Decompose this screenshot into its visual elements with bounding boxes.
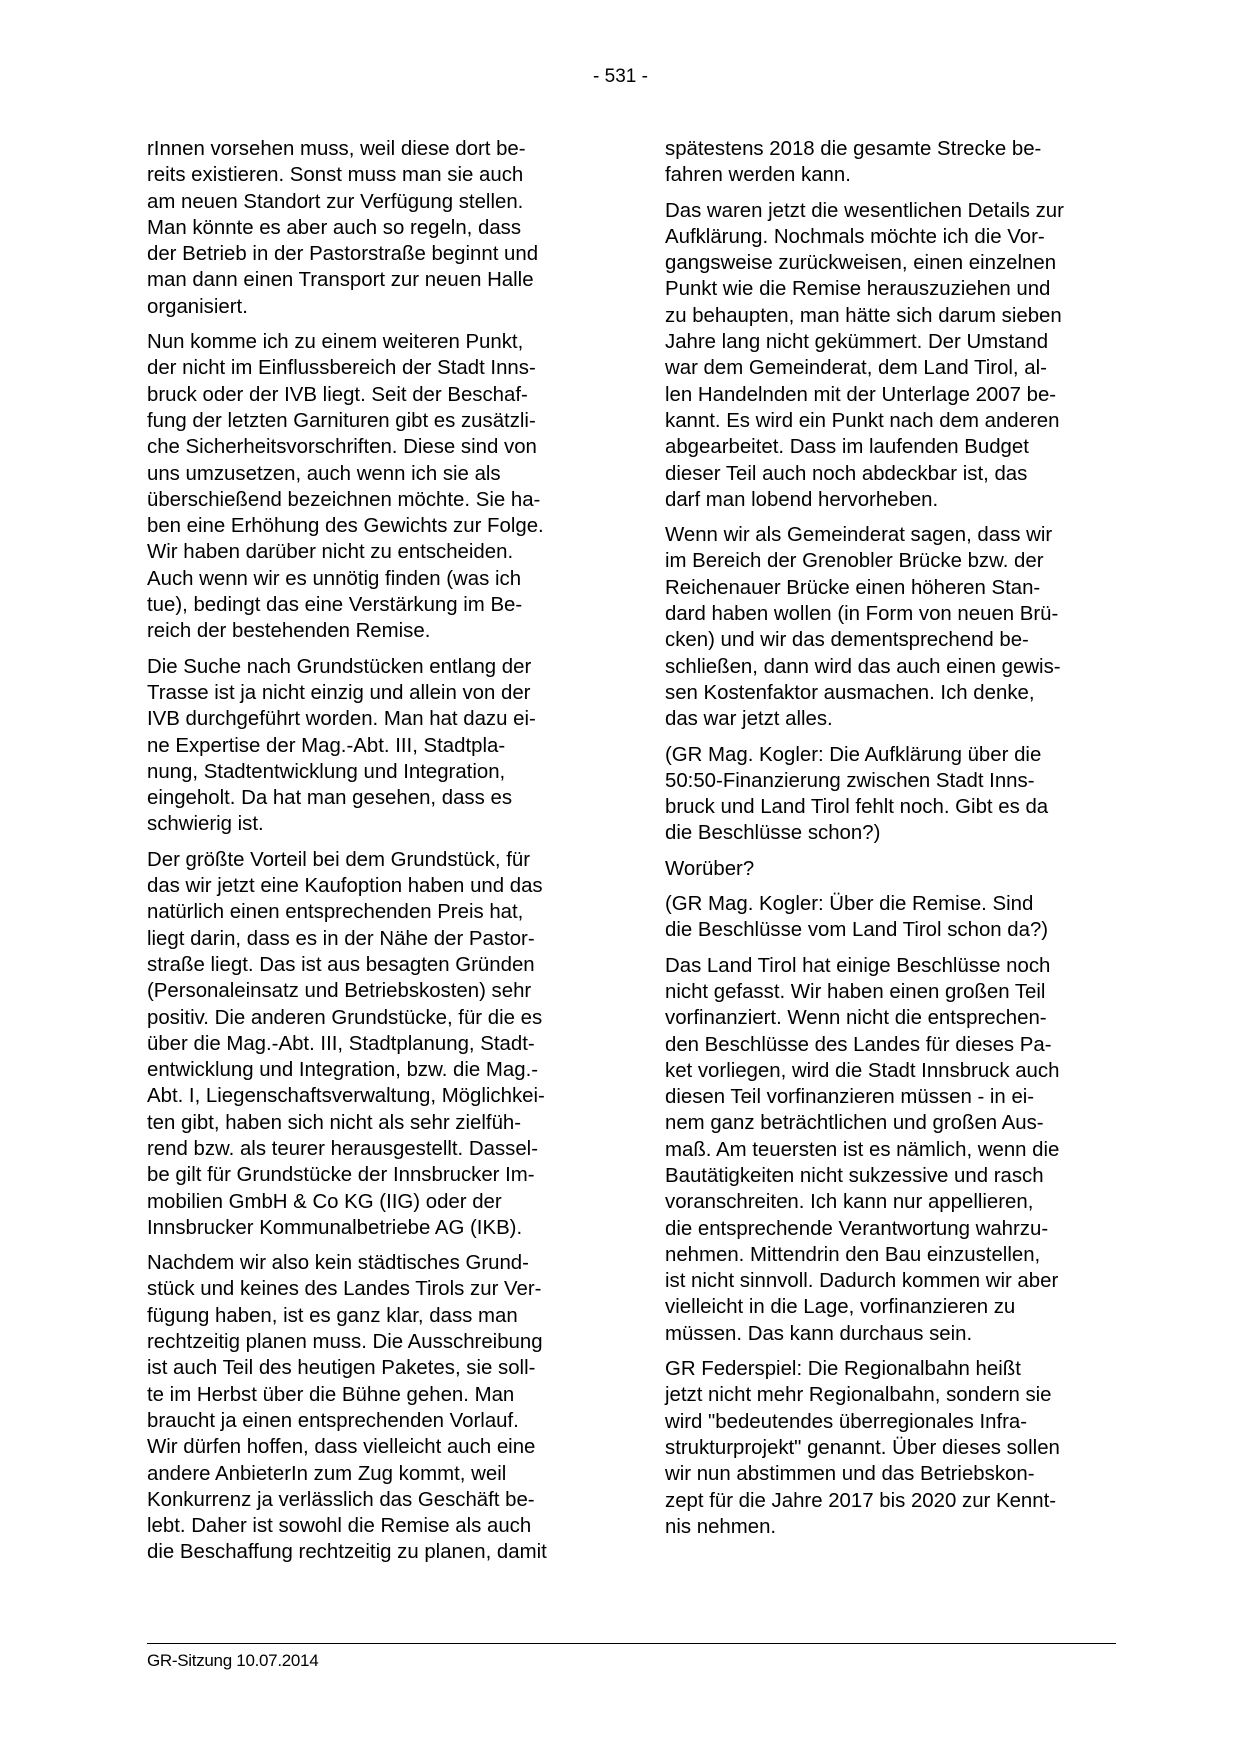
- paragraph: [665, 522, 1125, 732]
- text-line: te im Herbst über die Bühne gehen. Man: [147, 1383, 515, 1406]
- text-line: ne Expertise der Mag.-Abt. III, Stadtpla-: [147, 734, 506, 757]
- text-line: Nun komme ich zu einem weiteren Punkt,: [147, 331, 524, 354]
- text-line: Reichenauer Brücke einen höheren Stan-: [665, 576, 1041, 599]
- text-line: Trasse ist ja nicht einzig und allein von der: [147, 681, 531, 704]
- text-line: strukturprojekt" genannt. Über dieses sollen: [665, 1436, 1060, 1459]
- text-line: eingeholt. Da hat man gesehen, dass es: [147, 787, 513, 810]
- text-line: bruck oder der IVB liegt. Seit der Beschaf-: [147, 383, 528, 406]
- text-line: diesen Teil vorfinanzieren müssen - in ei-: [665, 1086, 1035, 1109]
- text-line: Abt. I, Liegenschaftsverwaltung, Möglichkei-: [147, 1085, 545, 1108]
- paragraph: [147, 136, 607, 320]
- text-line: wir nun abstimmen und das Betriebskon-: [665, 1463, 1035, 1486]
- paragraph: [147, 847, 607, 1241]
- text-line: wird "bedeutendes überregionales Infra-: [665, 1410, 1028, 1433]
- text-line: IVB durchgeführt worden. Man hat dazu ei-: [147, 708, 536, 731]
- text-line: lebt. Daher ist sowohl die Remise als auch: [147, 1515, 532, 1538]
- text-line: nem ganz beträchtlichen und großen Aus-: [665, 1112, 1044, 1135]
- text-line: len Handelnden mit der Unterlage 2007 be-: [665, 383, 1057, 406]
- text-line: maß. Am teuersten ist es nämlich, wenn die: [665, 1138, 1060, 1161]
- text-line: Bautätigkeiten nicht sukzessive und rasch: [665, 1164, 1044, 1187]
- paragraph: [665, 1356, 1125, 1540]
- text-line: der Betrieb in der Pastorstraße beginnt und: [147, 243, 539, 266]
- text-line: zept für die Jahre 2017 bis 2020 zur Kennt-: [665, 1489, 1057, 1512]
- paragraph: [147, 654, 607, 838]
- text-line: fahren werden kann.: [665, 164, 851, 187]
- text-line: ben eine Erhöhung des Gewichts zur Folge.: [147, 515, 544, 538]
- text-line: das wir jetzt eine Kaufoption haben und das: [147, 875, 543, 898]
- text-line: man dann einen Transport zur neuen Halle: [147, 269, 534, 292]
- text-line: gangsweise zurückweisen, einen einzelnen: [665, 252, 1057, 275]
- text-line: reich der bestehenden Remise.: [147, 620, 431, 643]
- text-line: be gilt für Grundstücke der Innsbrucker Im-: [147, 1164, 535, 1187]
- left-column: [147, 136, 607, 1575]
- text-line: kannt. Es wird ein Punkt nach dem anderen: [665, 409, 1060, 432]
- text-line: rend bzw. als teurer herausgestellt. Dassel-: [147, 1137, 539, 1160]
- text-line: die Beschaffung rechtzeitig zu planen, damit: [147, 1541, 547, 1564]
- text-line: ten gibt, haben sich nicht als sehr zielfüh-: [147, 1111, 522, 1134]
- text-line: voranschreiten. Ich kann nur appellieren,: [665, 1191, 1034, 1214]
- footer-divider: [147, 1643, 1116, 1644]
- text-line: nicht gefasst. Wir haben einen großen Teil: [665, 980, 1046, 1003]
- paragraph: [665, 953, 1125, 1347]
- text-line: nis nehmen.: [665, 1515, 777, 1538]
- text-line: Das waren jetzt die wesentlichen Details zur: [665, 199, 1064, 222]
- text-line: nung, Stadtentwicklung und Integration,: [147, 760, 506, 783]
- text-line: Der größte Vorteil bei dem Grundstück, für: [147, 848, 531, 871]
- text-line: Wir dürfen hoffen, dass vielleicht auch eine: [147, 1436, 536, 1459]
- text-line: entwicklung und Integration, bzw. die Mag.-: [147, 1059, 539, 1082]
- text-line: Punkt wie die Remise herauszuziehen und: [665, 278, 1051, 301]
- paragraph: [147, 1250, 607, 1566]
- footer-session-date: GR-Sitzung 10.07.2014: [147, 1651, 319, 1670]
- text-line: rechtzeitig planen muss. Die Ausschreibung: [147, 1331, 543, 1354]
- text-line: die Beschlüsse schon?): [665, 822, 881, 845]
- text-line: fung der letzten Garnituren gibt es zusätzli-: [147, 409, 536, 432]
- text-line: braucht ja einen entsprechenden Vorlauf.: [147, 1409, 519, 1432]
- text-line: müssen. Das kann durchaus sein.: [665, 1322, 973, 1345]
- text-line: (GR Mag. Kogler: Die Aufklärung über die: [665, 743, 1042, 766]
- text-line: (GR Mag. Kogler: Über die Remise. Sind: [665, 893, 1034, 916]
- text-line: Wenn wir als Gemeinderat sagen, dass wir: [665, 524, 1053, 547]
- text-line: organisiert.: [147, 295, 248, 318]
- paragraph: [665, 136, 1125, 189]
- text-line: im Bereich der Grenobler Brücke bzw. der: [665, 550, 1044, 573]
- text-line: vorfinanziert. Wenn nicht die entsprechen-: [665, 1007, 1047, 1030]
- text-line: Aufklärung. Nochmals möchte ich die Vor-: [665, 225, 1045, 248]
- text-line: stück und keines des Landes Tirols zur Ver-: [147, 1278, 542, 1301]
- text-line: mobilien GmbH & Co KG (IIG) oder der: [147, 1190, 502, 1213]
- text-line: ist nicht sinnvoll. Dadurch kommen wir aber: [665, 1270, 1059, 1293]
- text-line: Konkurrenz ja verlässlich das Geschäft be-: [147, 1488, 535, 1511]
- text-line: uns umzusetzen, auch wenn ich sie als: [147, 462, 501, 485]
- text-line: dieser Teil auch noch abdeckbar ist, das: [665, 462, 1028, 485]
- text-line: straße liegt. Das ist aus besagten Gründen: [147, 953, 535, 976]
- text-line: der nicht im Einflussbereich der Stadt Inns-: [147, 357, 536, 380]
- text-line: reits existieren. Sonst muss man sie auch: [147, 164, 524, 187]
- text-line: vielleicht in die Lage, vorfinanzieren zu: [665, 1296, 1016, 1319]
- right-column: [665, 136, 1125, 1549]
- text-line: über die Mag.-Abt. III, Stadtplanung, Stadt-: [147, 1032, 535, 1055]
- text-line: ist auch Teil des heutigen Paketes, sie soll-: [147, 1357, 536, 1380]
- text-line: che Sicherheitsvorschriften. Diese sind von: [147, 436, 537, 459]
- text-line: natürlich einen entsprechenden Preis hat,: [147, 901, 524, 924]
- text-line: am neuen Standort zur Verfügung stellen.: [147, 190, 524, 213]
- text-line: Die Suche nach Grundstücken entlang der: [147, 655, 532, 678]
- text-line: cken) und wir das dementsprechend be-: [665, 629, 1029, 652]
- text-line: schwierig ist.: [147, 813, 264, 836]
- text-line: 50:50-Finanzierung zwischen Stadt Inns-: [665, 769, 1035, 792]
- text-line: spätestens 2018 die gesamte Strecke be-: [665, 138, 1042, 160]
- text-line: die Beschlüsse vom Land Tirol schon da?): [665, 919, 1049, 942]
- text-line: den Beschlüsse des Landes für dieses Pa-: [665, 1033, 1052, 1056]
- text-line: Nachdem wir also kein städtisches Grund-: [147, 1252, 529, 1275]
- text-line: zu behaupten, man hätte sich darum sieben: [665, 304, 1062, 327]
- text-line: das war jetzt alles.: [665, 708, 833, 731]
- text-line: fügung haben, ist es ganz klar, dass man: [147, 1304, 518, 1327]
- text-line: Jahre lang nicht gekümmert. Der Umstand: [665, 331, 1049, 354]
- paragraph: [665, 856, 1125, 882]
- text-line: GR Federspiel: Die Regionalbahn heißt: [665, 1358, 1021, 1381]
- paragraph: [147, 329, 607, 645]
- text-line: tue), bedingt das eine Verstärkung im Be-: [147, 594, 523, 617]
- text-line: positiv. Die anderen Grundstücke, für die es: [147, 1006, 543, 1029]
- page-number: - 531 -: [593, 66, 648, 87]
- text-line: (Personaleinsatz und Betriebskosten) sehr: [147, 980, 532, 1003]
- text-line: andere AnbieterIn zum Zug kommt, weil: [147, 1462, 507, 1485]
- text-line: Auch wenn wir es unnötig finden (was ich: [147, 567, 522, 590]
- text-line: abgearbeitet. Dass im laufenden Budget: [665, 436, 1029, 459]
- text-line: überschießend bezeichnen möchte. Sie ha-: [147, 488, 541, 511]
- text-line: ket vorliegen, wird die Stadt Innsbruck auch: [665, 1059, 1060, 1082]
- text-line: Man könnte es aber auch so regeln, dass: [147, 216, 522, 239]
- text-line: bruck und Land Tirol fehlt noch. Gibt es da: [665, 796, 1049, 819]
- text-line: Worüber?: [665, 857, 755, 880]
- text-line: sen Kostenfaktor ausmachen. Ich denke,: [665, 681, 1035, 704]
- text-line: jetzt nicht mehr Regionalbahn, sondern sie: [665, 1384, 1052, 1407]
- text-line: Das Land Tirol hat einige Beschlüsse noch: [665, 954, 1051, 977]
- paragraph: [665, 198, 1125, 514]
- text-line: darf man lobend hervorheben.: [665, 488, 939, 511]
- paragraph: [665, 891, 1125, 944]
- text-line: die entsprechende Verantwortung wahrzu-: [665, 1217, 1049, 1240]
- text-line: nehmen. Mittendrin den Bau einzustellen,: [665, 1243, 1041, 1266]
- text-line: rInnen vorsehen muss, weil diese dort be-: [147, 138, 526, 160]
- text-line: schließen, dann wird das auch einen gewis-: [665, 655, 1061, 678]
- text-line: Innsbrucker Kommunalbetriebe AG (IKB).: [147, 1216, 523, 1239]
- text-line: Wir haben darüber nicht zu entscheiden.: [147, 541, 514, 564]
- text-line: dard haben wollen (in Form von neuen Brü-: [665, 603, 1059, 626]
- paragraph: [665, 742, 1125, 847]
- text-line: liegt darin, dass es in der Nähe der Pastor-: [147, 927, 535, 950]
- text-line: war dem Gemeinderat, dem Land Tirol, al-: [665, 357, 1047, 380]
